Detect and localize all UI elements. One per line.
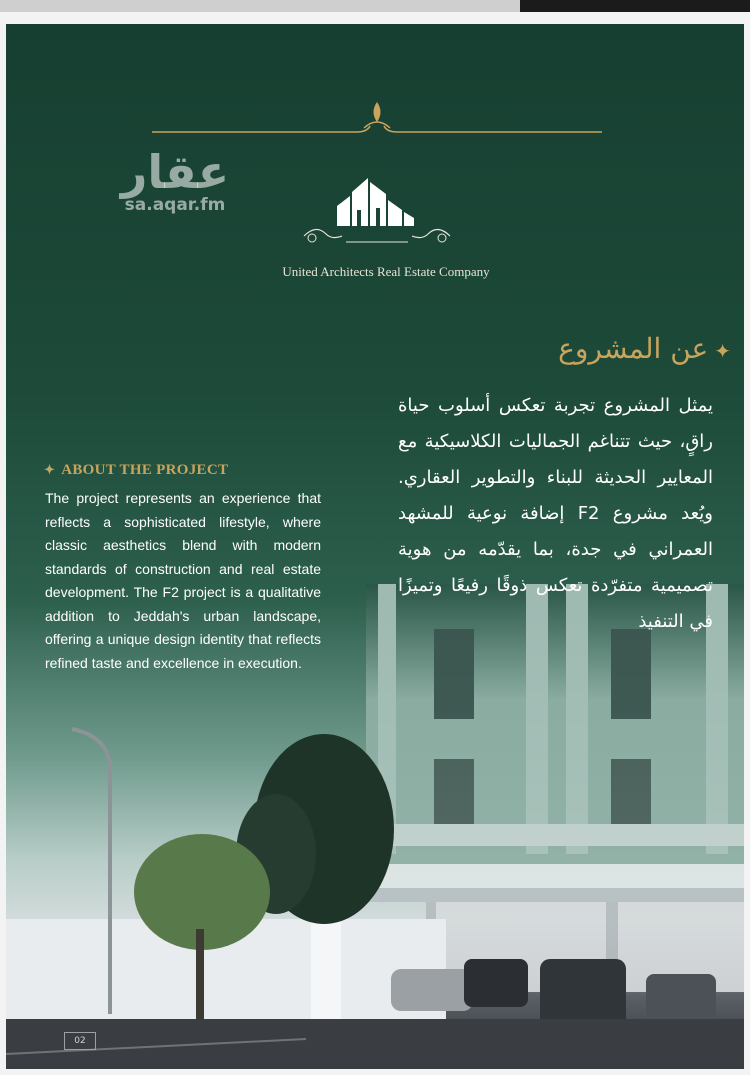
aqar-watermark bbox=[110, 146, 240, 214]
top-bar bbox=[0, 0, 750, 12]
english-heading-text: ABOUT THE PROJECT bbox=[61, 462, 229, 478]
company-name: United Architects Real Estate Company bbox=[282, 264, 490, 279]
sparkle-bullet-icon: ✦ bbox=[44, 462, 56, 477]
watermark-domain: sa.aqar.fm bbox=[124, 195, 226, 215]
arabic-heading-text: عن المشروع bbox=[558, 332, 709, 365]
arabic-heading bbox=[446, 332, 731, 365]
watermark-arabic: عقار bbox=[120, 145, 230, 199]
english-heading bbox=[44, 462, 228, 479]
sparkle-bullet-icon: ✦ bbox=[714, 339, 731, 363]
english-body: The project represents an experience that reflects a sophisticated lifestyle, where classic aesthetics blend with modern standards of construction and real estate development. The F2 project is a qualitative addition to Jeddah's urban landscape, offering a unique design identity that reflects refined taste and excellence in execution. bbox=[45, 490, 321, 671]
brochure-page bbox=[6, 24, 744, 1069]
ornament-divider-icon bbox=[152, 102, 602, 142]
page-number: 02 bbox=[64, 1032, 96, 1050]
building-logo-icon bbox=[302, 174, 452, 254]
arabic-body: يمثل المشروع تجربة تعكس أسلوب حياة راقٍ، حيث تتناغم الجماليات الكلاسيكية مع المعايير الحديثة للبناء والتطوير العقاري. ويُعد مشروع F2 إضافة نوعية للمشهد العمراني في جدة، بما يقدّمه من هوية تصميمية متفرّدة تعكس ذوقًا رفيعًا وتميزًا في التنفيذ bbox=[398, 395, 714, 632]
top-bar-light bbox=[0, 0, 520, 12]
